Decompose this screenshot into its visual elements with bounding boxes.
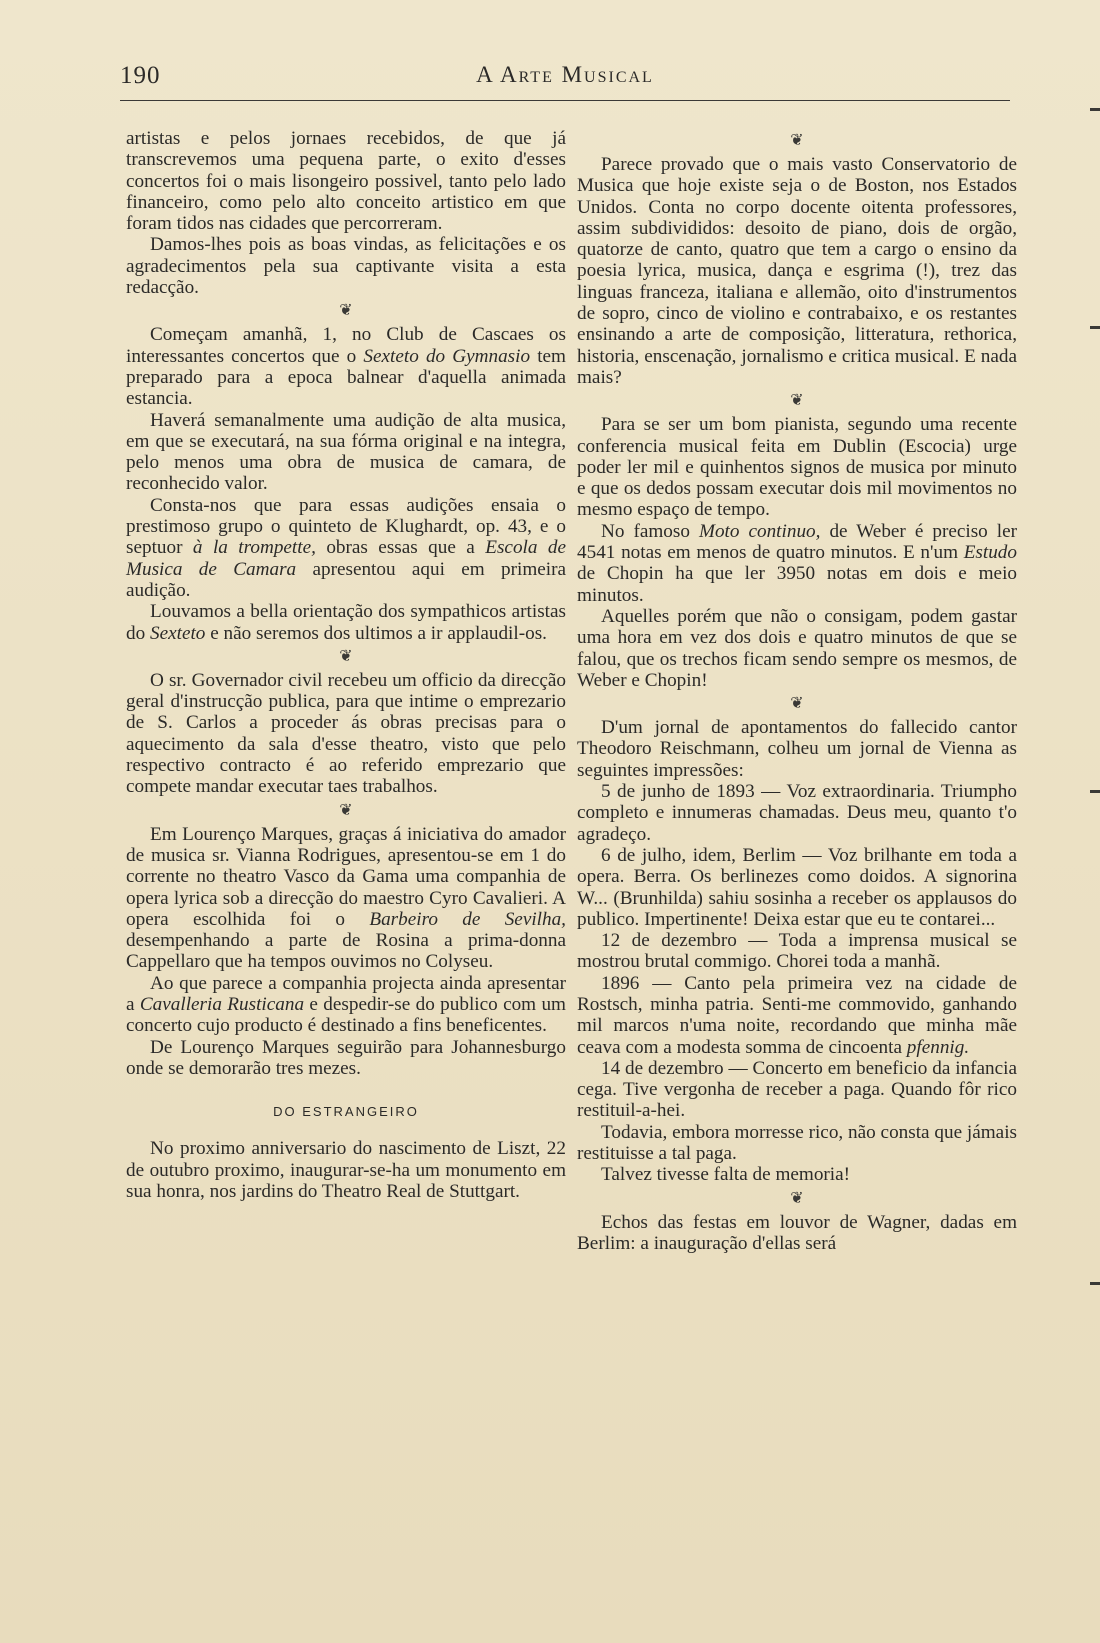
paragraph: Echos das festas em louvor de Wagner, dadas em Berlim: a inauguração d'ellas será	[577, 1211, 1017, 1254]
page-edge-mark	[1090, 790, 1100, 793]
paragraph-text: de Chopin ha que ler 3950 notas em dois e meio minutos.	[577, 563, 1017, 606]
paragraph-text: apresentou aqui em primeira audição.	[126, 558, 566, 601]
paragraph-text: obras essas que a	[315, 537, 486, 559]
italic-title: Escola de Musica de Camara	[126, 537, 566, 580]
paragraph: Aquelles porém que não o consigam, podem gastar uma hora em vez dos dois e quatro minutos de que se falou, que os trechos ficam sendo sempre os mesmos, de Weber e Chopin!	[577, 605, 1017, 691]
page-edge-mark	[1090, 108, 1100, 111]
paragraph: Para se ser um bom pianista, segundo uma recente conferencia musical feita em Dublin (Escocia) urge poder ler mil e quinhentos signos de musica por minuto e que os dedos possam executar dois mil movimentos no mesmo espaço de tempo.	[577, 414, 1017, 521]
ornament-icon: ❦	[790, 392, 804, 410]
italic-title: à la trompette,	[192, 537, 316, 559]
paragraph: Talvez tivesse falta de memoria!	[601, 1164, 851, 1186]
page-number: 190	[120, 62, 161, 89]
paragraph-text: desempenhando a parte de Rosina a prima-donna Cappellaro que ha tempos ouvimos no Colyseu.	[126, 930, 566, 973]
paragraph: O sr. Governador civil recebeu um officio da direcção geral d'instrucção publica, para que intime o emprezario de S. Carlos a proceder ás obras precisas para o aquecimento da sala d'esse theatro, visto que pelo respectivo contracto é ao referido emprezario que compete mandar executar taes trabalhos.	[126, 669, 566, 798]
right-column	[577, 128, 1017, 1254]
italic-title: Sexteto	[149, 622, 206, 644]
paragraph-text: e despedir-se do publico com um concerto cujo producto é destinado a fins beneficentes.	[126, 993, 566, 1037]
paragraph: 5 de junho de 1893 — Voz extraordinaria. Triumpho completo e innumeras chamadas. Deus meu, quanto t'o agradeço.	[577, 781, 1017, 845]
section-heading: DO ESTRANGEIRO	[273, 1104, 419, 1120]
paragraph-text: Em Lourenço Marques, graças á iniciativa do amador de musica sr. Vianna Rodrigues, apresentou-se em 1 do corrente no theatro Vasco da Gama uma companhia de opera lyrica sob a direcção do maestro Cyro Cavalieri. A opera escolhida foi o	[126, 823, 566, 930]
paragraph	[577, 973, 1017, 1058]
paragraph-text: de Weber é preciso ler 4541 notas em menos de quatro minutos. E n'um	[577, 520, 1018, 564]
paragraph: Parece provado que o mais vasto Conservatorio de Musica que hoje existe seja o de Boston, nos Estados Unidos. Conta no corpo docente oitenta professores, assim subdivididos: desoito de piano, dois de orgão, quatorze de canto, quatro que tem a cargo o ensino da poesia lyrica, musica, dança e esgrima (!), trez das linguas franceza, italiana e allemão, oito d'instrumentos de sopro, cinco de violino e contrabaixo, e os restantes ensinando a arte de composição, litteratura, rethorica, historia, enscenação, jornalismo e critica musical. E nada mais?	[577, 154, 1017, 388]
paragraph	[126, 973, 566, 1037]
left-column	[126, 128, 566, 1202]
page-edge-mark	[1090, 1282, 1100, 1285]
paragraph: 12 de dezembro — Toda a imprensa musical se mostrou brutal commigo. Chorei toda a manhã.	[577, 930, 1017, 973]
page-edge-mark	[1090, 326, 1100, 329]
paragraph: Todavia, embora morresse rico, não consta que jámais restituisse a tal paga.	[577, 1121, 1017, 1165]
paragraph: D'um jornal de apontamentos do fallecido cantor Theodoro Reischmann, colheu um jornal de Vienna as seguintes impressões:	[577, 717, 1017, 781]
paragraph: De Lourenço Marques seguirão para Johannesburgo onde se demorarão tres mezes.	[126, 1036, 566, 1079]
ornament-icon: ❦	[339, 801, 353, 819]
italic-title: Estudo	[963, 542, 1017, 564]
italic-title: Moto continuo,	[698, 520, 821, 542]
paragraph	[126, 495, 566, 601]
paragraph: 6 de julho, idem, Berlim — Voz brilhante em toda a opera. Berra. Os berlinezes como doidos. A signorina W... (Brunhilda) sahiu sosinha a receber os applausos do publico. Impertinente! Deixa estar que eu te contarei...	[577, 844, 1017, 930]
paragraph-text: Ao que parece a companhia projecta ainda apresentar a	[126, 972, 566, 1015]
paragraph	[126, 324, 566, 409]
ornament-icon: ❦	[790, 695, 804, 713]
ornament-icon: ❦	[790, 132, 804, 149]
running-title: A Arte Musical	[476, 62, 654, 87]
paragraph: Haverá semanalmente uma audição de alta musica, em que se executará, na sua fórma original e na integra, pelo menos uma obra de musica de camara, de reconhecido valor.	[126, 409, 566, 495]
paragraph-text: e não seremos dos ultimos a ir applaudil-os.	[205, 622, 547, 644]
ornament-icon: ❦	[790, 1189, 804, 1207]
italic-title: Cavalleria Rusticana	[139, 993, 305, 1015]
paragraph-text: No famoso	[601, 520, 699, 542]
paragraph-text: Começam amanhã, 1, no Club de Cascaes os interessantes concertos que o	[126, 324, 566, 367]
paragraph: 14 de dezembro — Concerto em beneficio da infancia cega. Tive vergonha de receber a paga. Quando fôr rico restituil-a-hei.	[577, 1057, 1017, 1122]
paragraph-text: 1896 — Canto pela primeira vez na cidade de Rostsch, minha patria. Senti-me commovido, ganhando mil marcos n'uma noite, recordando que minha mãe ceava com a modesta somma de cincoenta	[577, 972, 1017, 1058]
paragraph: Damos-lhes pois as boas vindas, as felicitações e os agradecimentos pela sua captivante visita a esta redacção.	[126, 234, 566, 299]
paragraph-text: Consta-nos que para essas audições ensaia o prestimoso grupo o quinteto de Klughardt, op. 43, e o septuor	[126, 494, 566, 559]
page-header	[120, 62, 1010, 102]
paragraph	[126, 601, 566, 644]
paragraph-text: tem preparado para a epoca balnear d'aquella animada estancia.	[126, 345, 566, 410]
paragraph	[577, 521, 1017, 606]
ornament-icon: ❦	[339, 647, 353, 665]
paragraph: artistas e pelos jornaes recebidos, de que já transcrevemos uma pequena parte, o exito d'esses concertos foi o mais lisongeiro possivel, tanto pelo lado financeiro, como pelo alto conceito artistico em que foram tidos nas cidades que percorreram.	[126, 128, 566, 235]
paragraph	[126, 824, 566, 973]
italic-title: Sexteto do Gymnasio	[363, 345, 531, 367]
ornament-icon: ❦	[339, 302, 353, 320]
paragraph: No proximo anniversario do nascimento de Liszt, 22 de outubro proximo, inaugurar-se-ha um monumento em sua honra, nos jardins do Theatro Real de Stuttgart.	[126, 1138, 566, 1203]
header-rule	[120, 100, 1010, 101]
italic-title: pfennig.	[906, 1036, 970, 1058]
italic-title: Barbeiro de Sevilha,	[369, 908, 566, 930]
paragraph-text: Louvamos a bella orientação dos sympathicos artistas do	[126, 601, 566, 644]
